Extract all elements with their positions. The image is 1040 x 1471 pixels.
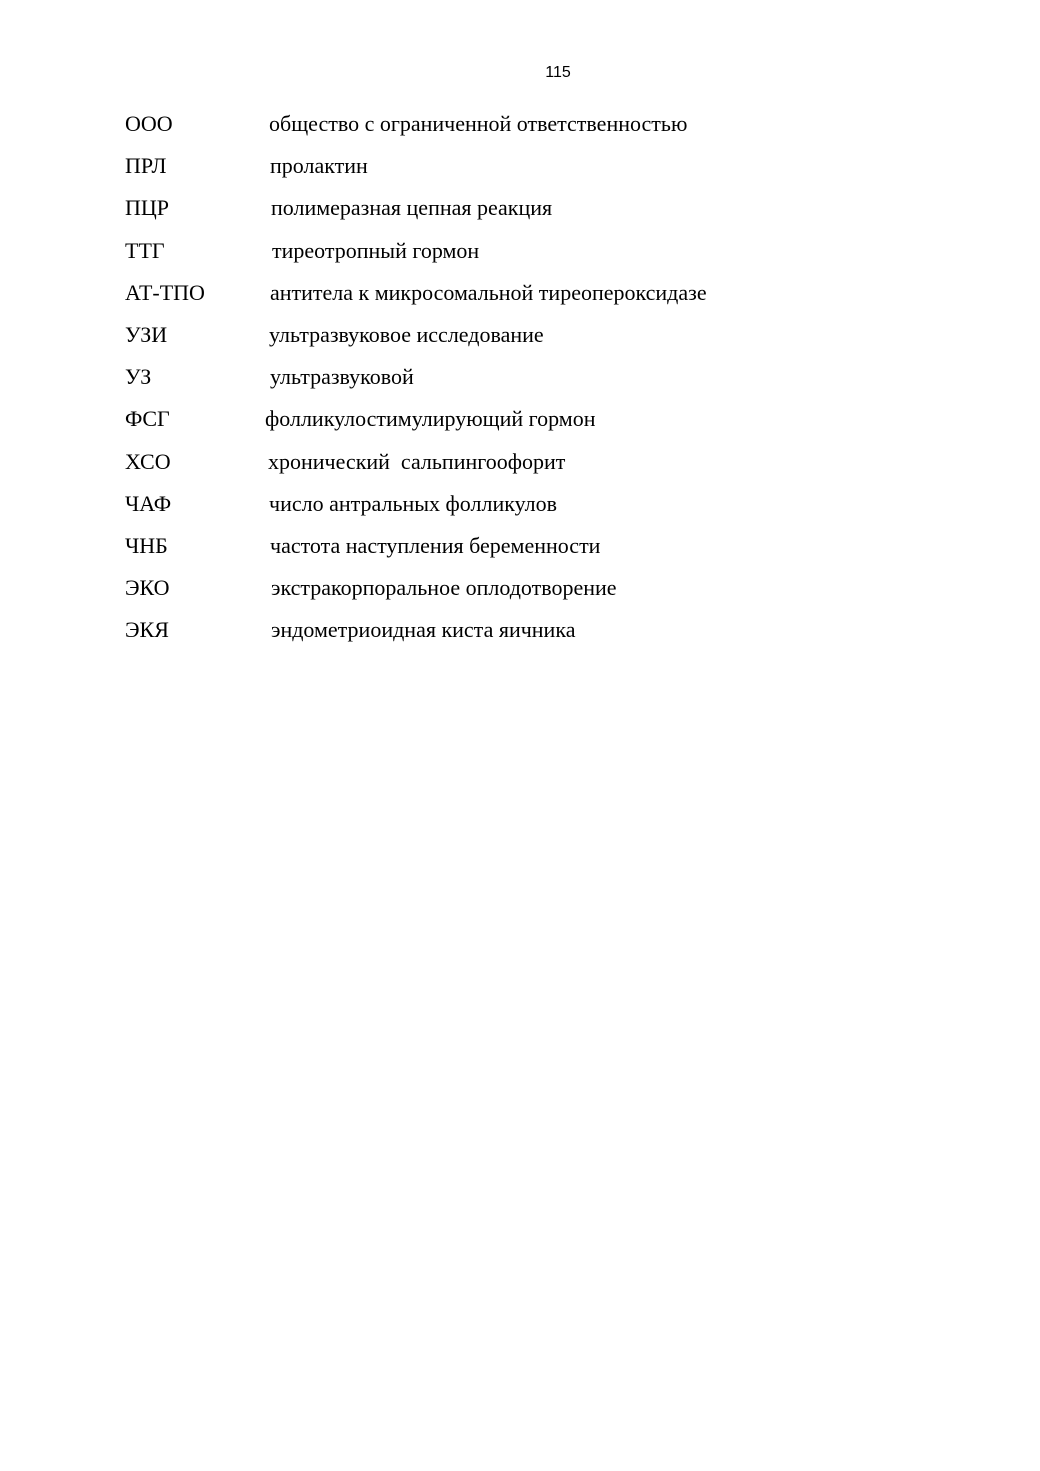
abbreviation-definition: эндометриоидная киста яичника	[271, 617, 576, 643]
abbreviation-term: ЧАФ	[125, 490, 172, 516]
abbreviation-row	[125, 236, 945, 278]
abbreviation-definition: пролактин	[270, 153, 368, 179]
abbreviation-row	[125, 320, 945, 362]
abbreviation-term: АТ-ТПО	[125, 279, 205, 305]
abbreviation-term: ПРЛ	[125, 153, 167, 179]
abbreviation-definition: экстракорпоральное оплодотворение	[271, 575, 617, 601]
abbreviation-definition: число антральных фолликулов	[269, 490, 557, 516]
abbreviation-row	[125, 362, 945, 404]
abbreviation-definition: общество с ограниченной ответственностью	[269, 111, 688, 136]
abbreviation-row	[125, 193, 945, 235]
abbreviation-row	[125, 109, 945, 151]
page-number: 115	[545, 64, 571, 81]
abbreviation-term: ЭКЯ	[125, 617, 169, 643]
abbreviation-term: ТТГ	[125, 237, 165, 263]
abbreviation-row	[125, 278, 945, 320]
abbreviation-row	[125, 615, 945, 657]
abbreviation-term: УЗИ	[125, 321, 168, 347]
abbreviation-row	[125, 573, 945, 615]
abbreviation-definition: хронический сальпингоофорит	[268, 448, 566, 474]
abbreviation-row	[125, 447, 945, 489]
abbreviation-term: ФСГ	[125, 406, 170, 432]
abbreviation-row	[125, 531, 945, 573]
abbreviation-row	[125, 404, 945, 446]
abbreviation-list	[125, 109, 945, 657]
abbreviation-row	[125, 489, 945, 531]
abbreviation-definition: фолликулостимулирующий гормон	[265, 406, 596, 432]
abbreviation-definition: антитела к микросомальной тиреопероксидазе	[270, 279, 707, 305]
abbreviation-definition: тиреотропный гормон	[272, 237, 480, 263]
abbreviation-term: ООО	[125, 111, 173, 136]
abbreviation-row	[125, 151, 945, 193]
abbreviation-term: ПЦР	[125, 195, 170, 221]
abbreviation-definition: полимеразная цепная реакция	[271, 195, 553, 221]
abbreviation-definition: частота наступления беременности	[270, 532, 601, 558]
abbreviation-term: ХСО	[125, 448, 171, 474]
abbreviation-term: ЭКО	[125, 575, 170, 601]
abbreviation-definition: ультразвуковое исследование	[269, 321, 544, 347]
abbreviation-term: УЗ	[125, 364, 152, 390]
abbreviation-term: ЧНБ	[125, 532, 168, 558]
abbreviation-definition: ультразвуковой	[270, 364, 414, 390]
